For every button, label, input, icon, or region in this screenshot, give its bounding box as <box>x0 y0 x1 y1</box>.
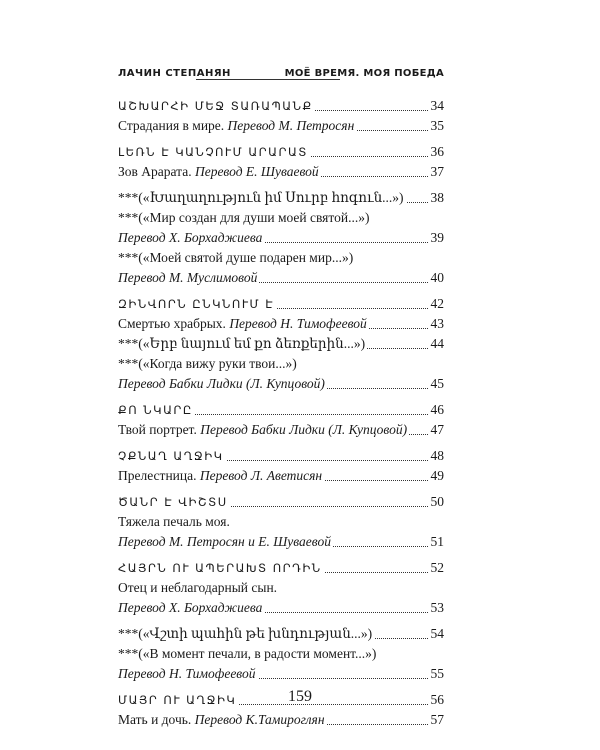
toc-entry-text: ՔՈ ՆԿԱՐԸ <box>118 403 193 417</box>
toc-entry <box>118 208 444 228</box>
toc-entry-title <box>118 314 369 334</box>
toc-entry-page: 43 <box>429 314 445 334</box>
toc-entry-text: Твой портрет. <box>118 422 201 437</box>
toc-entry <box>118 446 444 466</box>
toc-entry-page: 44 <box>429 334 445 354</box>
toc-entry-title <box>118 334 367 354</box>
toc-entry <box>118 294 444 314</box>
toc-entry-title <box>118 664 258 684</box>
toc-entry <box>118 116 444 136</box>
toc-entry-title <box>118 624 374 644</box>
toc-entry-text: ***(«Երբ նայում եմ քո ձեռքերին...») <box>118 336 366 351</box>
toc-entry-page: 38 <box>429 188 445 208</box>
toc-entry-translator: Перевод Н. Тимофеевой <box>118 666 256 681</box>
toc-entry-page: 53 <box>429 598 445 618</box>
toc-entry-page: 55 <box>429 664 445 684</box>
toc-entry-title <box>118 558 324 578</box>
toc-entry-text: ՄԱՅՐ ՈՒ ԱՂՋԻԿ <box>118 693 237 707</box>
toc-entry <box>118 374 444 394</box>
toc-entry-text: Прелестница. <box>118 468 200 483</box>
toc-entry-page: 47 <box>429 420 445 440</box>
toc-entry-text: ***(«Мир создан для души моей святой...») <box>118 210 370 225</box>
toc-entry-title <box>118 208 371 228</box>
toc-entry-translator: Перевод Бабки Лидки (Л. Купцовой) <box>200 422 408 437</box>
toc-entry <box>118 420 444 440</box>
toc-entry-title <box>118 142 310 162</box>
toc-entry-title <box>118 420 409 440</box>
toc-entry-title <box>118 294 276 314</box>
toc-entry <box>118 512 444 532</box>
toc-entry-translator: Перевод Х. Борхаджиева <box>118 600 263 615</box>
toc-entry-translator: Перевод Е. Шуваевой <box>194 164 319 179</box>
toc-entry-page: 57 <box>429 710 445 730</box>
toc-entry-title <box>118 710 327 730</box>
toc-entry <box>118 492 444 512</box>
toc-entry-title <box>118 228 264 248</box>
toc-entry-title <box>118 690 238 710</box>
toc-entry-title <box>118 598 264 618</box>
toc-entry <box>118 400 444 420</box>
toc-entry-title <box>118 532 333 552</box>
toc-entry-title <box>118 354 299 374</box>
toc-entry-text: ***(«Когда вижу руки твои...») <box>118 356 297 371</box>
toc-entry-page: 45 <box>429 374 445 394</box>
toc-entry-text: Тяжела печаль моя. <box>118 514 230 529</box>
toc-entry-title <box>118 578 279 598</box>
toc-entry <box>118 578 444 598</box>
toc-entry <box>118 664 444 684</box>
toc-entry-translator: Перевод К.Тамироглян <box>194 712 325 727</box>
toc-entry-text: Отец и неблагодарный сын. <box>118 580 278 595</box>
toc-entry-text: Мать и дочь. <box>118 712 195 727</box>
toc-entry-page: 36 <box>429 142 445 162</box>
running-header-author: ЛАЧИН СТЕПАНЯН <box>118 68 231 79</box>
toc-entry-page: 35 <box>429 116 445 136</box>
toc-entry <box>118 644 444 664</box>
toc-entry-title <box>118 400 195 420</box>
toc-entry-text: ***(«В момент печали, в радости момент...») <box>118 646 377 661</box>
toc-entry-title <box>118 374 327 394</box>
toc-entry-translator: Перевод Л. Аветисян <box>199 468 323 483</box>
toc-entry-text: ***(«Моей святой душе подарен мир...») <box>118 250 354 265</box>
toc-entry <box>118 314 444 334</box>
toc-entry <box>118 162 444 182</box>
toc-entry-translator: Перевод М. Муслимовой <box>118 270 258 285</box>
toc-entry-translator: Перевод Н. Тимофеевой <box>229 316 367 331</box>
toc-entry-page: 54 <box>429 624 445 644</box>
toc-entry-title <box>118 248 355 268</box>
toc-entry <box>118 96 444 116</box>
toc-entry-page: 40 <box>429 268 445 288</box>
toc-entry <box>118 532 444 552</box>
toc-entry-translator: Перевод Бабки Лидки (Л. Купцовой) <box>118 376 325 391</box>
toc-entry-text: ԶԻՆՎՈՐՆ ԸՆԿՆՈՒՄ Է <box>118 297 275 311</box>
toc-entry-title <box>118 512 232 532</box>
toc-entry <box>118 624 444 644</box>
table-of-contents <box>118 96 444 730</box>
toc-entry-page: 48 <box>429 446 445 466</box>
toc-entry-title <box>118 188 406 208</box>
toc-entry-page: 51 <box>429 532 445 552</box>
toc-entry-page: 34 <box>429 96 445 116</box>
page-number: 159 <box>288 688 312 705</box>
toc-entry <box>118 248 444 268</box>
toc-entry-title <box>118 162 321 182</box>
header-rule <box>196 79 340 80</box>
toc-entry-page: 50 <box>429 492 445 512</box>
toc-entry-page: 49 <box>429 466 445 486</box>
toc-entry-page: 42 <box>429 294 445 314</box>
toc-entry-translator: Перевод Х. Борхаджиева <box>118 230 263 245</box>
toc-entry <box>118 334 444 354</box>
toc-entry-title <box>118 446 226 466</box>
toc-entry-text: Страдания в мире. <box>118 118 228 133</box>
toc-entry <box>118 558 444 578</box>
running-header-book-title: МОЁ ВРЕМЯ. МОЯ ПОБЕДА <box>284 68 444 79</box>
toc-entry-title <box>118 116 356 136</box>
toc-entry-text: Зов Арарата. <box>118 164 195 179</box>
toc-entry-translator: Перевод М. Петросян <box>227 118 355 133</box>
toc-entry-page: 39 <box>429 228 445 248</box>
toc-entry <box>118 466 444 486</box>
toc-entry <box>118 188 444 208</box>
toc-entry-text: Смертью храбрых. <box>118 316 230 331</box>
toc-entry <box>118 354 444 374</box>
toc-entry <box>118 598 444 618</box>
toc-entry-title <box>118 268 259 288</box>
toc-entry-page: 56 <box>429 690 445 710</box>
toc-entry <box>118 142 444 162</box>
toc-entry-page: 37 <box>429 162 445 182</box>
toc-entry-text: ՉՔՆԱՂ ԱՂՋԻԿ <box>118 449 224 463</box>
toc-entry-text: ***(«Վշտի պահին թե խնդության...») <box>118 626 373 641</box>
toc-entry-title <box>118 644 378 664</box>
toc-entry-title <box>118 466 324 486</box>
toc-entry-text: ԼԵՌՆ Է ԿԱՆՉՈՒՄ ԱՐԱՐԱՏ <box>118 145 308 159</box>
toc-entry-page: 52 <box>429 558 445 578</box>
toc-entry <box>118 710 444 730</box>
toc-entry-text: ՀԱՅՐՆ ՈՒ ԱՊԵՐԱԽՏ ՈՐԴԻՆ <box>118 561 322 575</box>
toc-entry-text: ԾԱՆՐ Է ՎԻՇՏՍ <box>118 495 228 509</box>
toc-entry-text: ***(«Խաղաղություն իմ Սուրբ հոգուն...») <box>118 190 404 205</box>
toc-entry-page: 46 <box>429 400 445 420</box>
toc-entry-title <box>118 96 315 116</box>
toc-entry-text: ԱՇԽԱՐՀԻ ՄԵՋ ՏԱՌԱՊԱՆՔ <box>118 99 313 113</box>
toc-entry-title <box>118 492 230 512</box>
toc-entry <box>118 228 444 248</box>
toc-entry <box>118 268 444 288</box>
running-header <box>118 68 444 84</box>
toc-entry-translator: Перевод М. Петросян и Е. Шуваевой <box>118 534 331 549</box>
